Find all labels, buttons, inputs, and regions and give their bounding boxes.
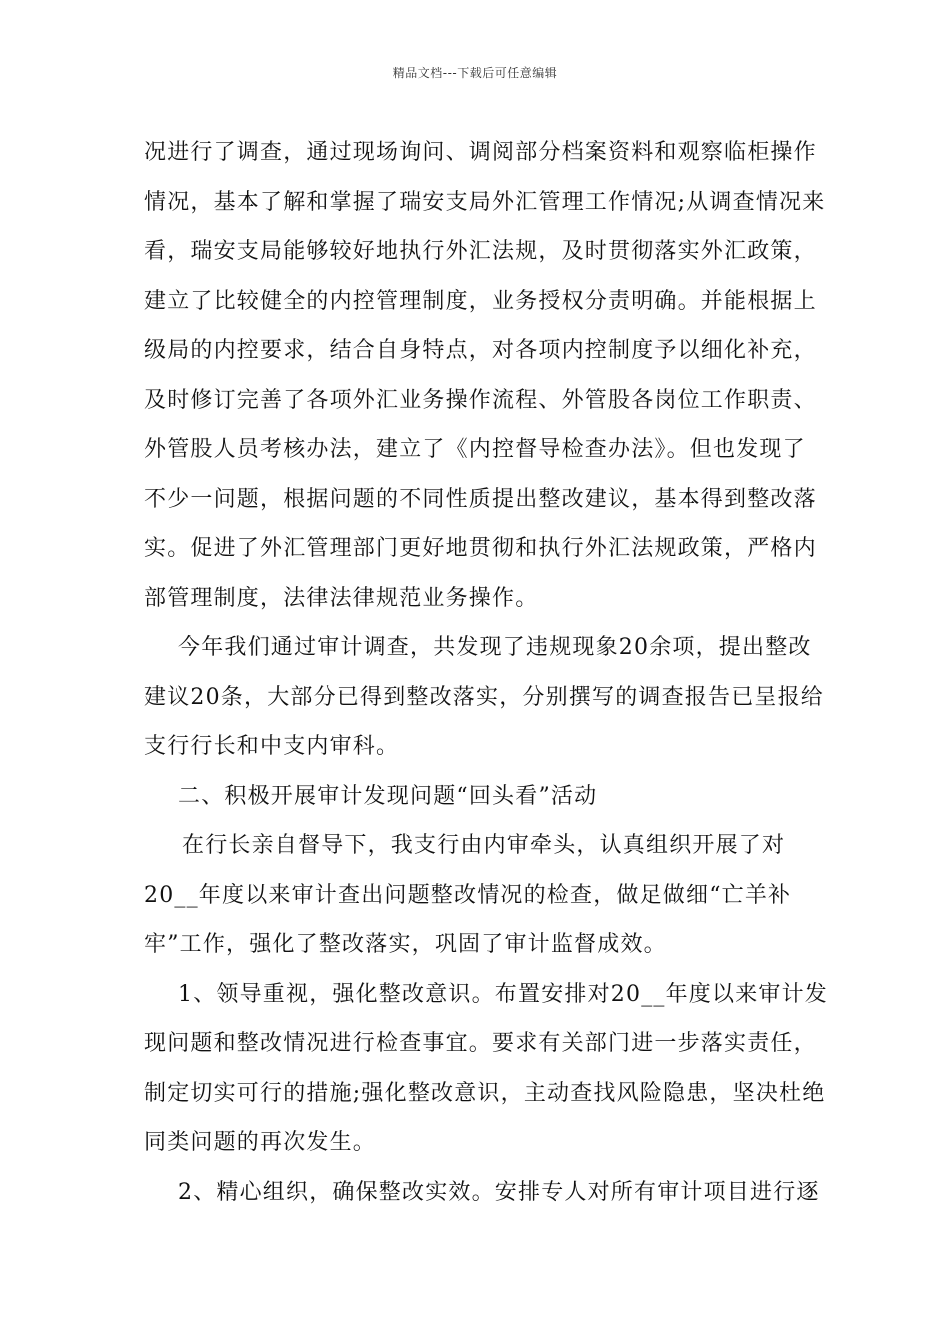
text-line-4: 建立了比较健全的内控管理制度，业务授权分责明确。并能根据上 xyxy=(144,288,817,314)
section-heading: 二、积极开展审计发现问题“回头看”活动 xyxy=(178,783,598,809)
text-line-11: 今年我们通过审计调查，共发现了违规现象20余项，提出整改 xyxy=(178,635,812,660)
text-line-12: 建议20条，大部分已得到整改落实，分别撰写的调查报告已呈报给 xyxy=(144,684,824,710)
text-line-8: 不少一问题，根据问题的不同性质提出整改建议，基本得到整改落 xyxy=(144,486,817,512)
text-line-17: 牢”工作，强化了整改落实，巩固了审计监督成效。 xyxy=(144,932,667,957)
text-line-9: 实。促进了外汇管理部门更好地贯彻和执行外汇法规政策，严格内 xyxy=(144,536,817,561)
page-header: 精品文档---下载后可任意编辑 xyxy=(392,66,558,80)
text-line-18: 1、领导重视，强化整改意识。布置安排对20__年度以来审计发 xyxy=(178,981,828,1007)
text-line-6: 及时修订完善了各项外汇业务操作流程、外管股各岗位工作职责、 xyxy=(144,387,817,413)
text-line-10: 部管理制度，法律法律规范业务操作。 xyxy=(144,585,539,611)
text-line-19: 现问题和整改情况进行检查事宜。要求有关部门进一步落实责任， xyxy=(144,1031,817,1056)
text-line-1: 况进行了调查，通过现场询问、调阅部分档案资料和观察临柜操作 xyxy=(144,140,817,165)
text-line-22: 2、精心组织，确保整改实效。安排专人对所有审计项目进行逐 xyxy=(178,1179,820,1205)
text-line-16: 20__年度以来审计查出问题整改情况的检查，做足做细“亡羊补 xyxy=(144,882,792,908)
text-line-3: 看，瑞安支局能够较好地执行外汇法规，及时贯彻落实外汇政策， xyxy=(144,239,817,264)
text-line-13: 支行行长和中支内审科。 xyxy=(144,734,400,759)
text-line-15: 在行长亲自督导下，我支行由内审牵头，认真组织开展了对 xyxy=(182,833,786,858)
text-line-5: 级局的内控要求，结合自身特点，对各项内控制度予以细化补充， xyxy=(144,338,817,363)
text-line-2: 情况，基本了解和掌握了瑞安支局外汇管理工作情况;从调查情况来 xyxy=(144,189,826,215)
text-line-20: 制定切实可行的措施;强化整改意识，主动查找风险隐患，坚决杜绝 xyxy=(144,1080,826,1106)
text-line-7: 外管股人员考核办法，建立了《内控督导检查办法》。但也发现了 xyxy=(144,437,806,462)
document-body xyxy=(144,128,828,1217)
text-line-21: 同类问题的再次发生。 xyxy=(144,1130,377,1155)
